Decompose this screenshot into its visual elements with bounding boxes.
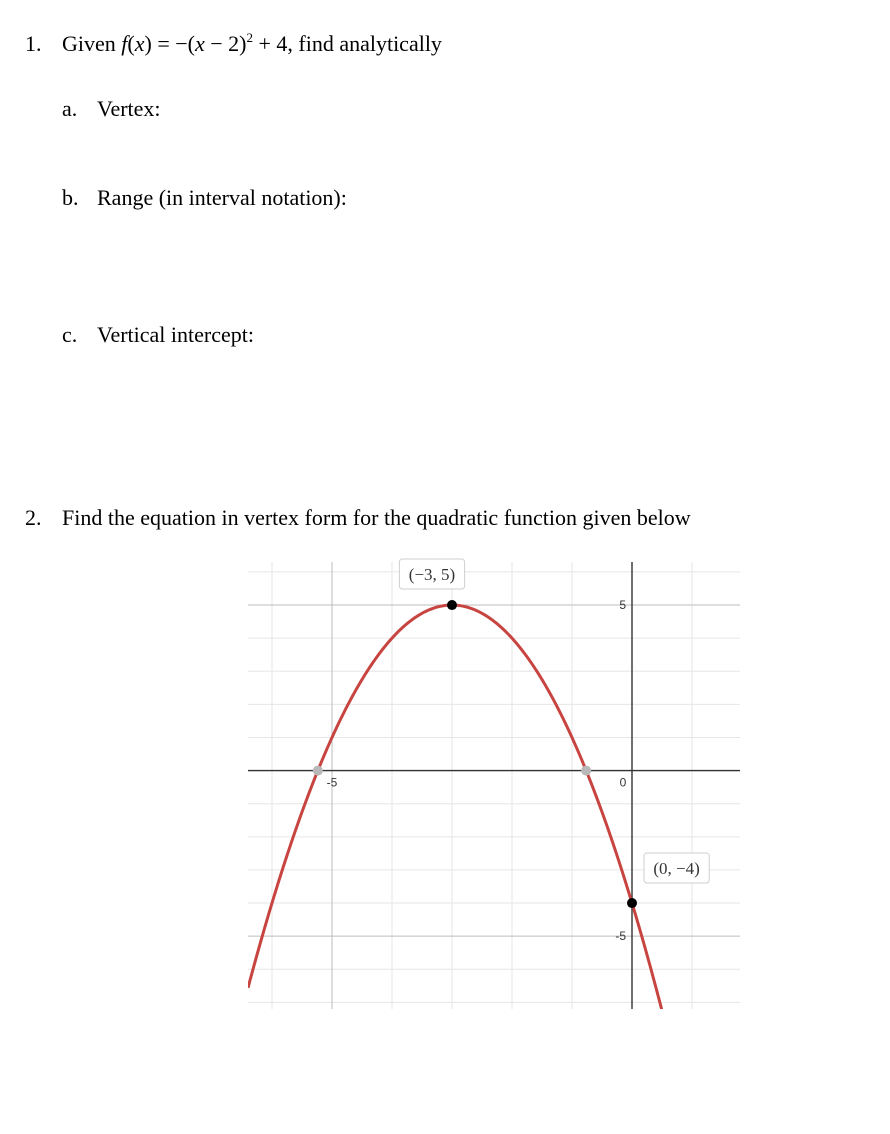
function-name: f — [121, 31, 128, 56]
question-2-text: Find the equation in vertex form for the quadratic function given below — [62, 505, 691, 530]
question-1-prefix: Given — [62, 31, 122, 56]
question-2-number: 2. — [25, 505, 42, 530]
paren-open: ( — [127, 31, 135, 56]
y-tick-label: -5 — [615, 929, 626, 944]
question-1-suffix: , find analytically — [287, 31, 442, 56]
sub-question-a-letter: a. — [62, 96, 78, 121]
y-tick-label: 5 — [619, 598, 626, 613]
equals-part: = −( — [151, 31, 195, 56]
x-tick-label: -5 — [326, 775, 338, 790]
function-var: x — [134, 31, 145, 56]
sub-question-a-text: Vertex: — [97, 96, 161, 121]
constant-term: + 4 — [252, 31, 288, 56]
inner-rest: − 2) — [204, 31, 247, 56]
inner-var: x — [194, 31, 205, 56]
point-label: (0, −4) — [653, 859, 700, 879]
minor-grid — [248, 562, 740, 1009]
point-marker — [627, 898, 637, 908]
point-marker — [313, 766, 323, 776]
point-marker — [581, 766, 591, 776]
point-marker — [447, 600, 457, 610]
sub-question-b-letter: b. — [62, 185, 79, 210]
exponent: 2 — [246, 30, 253, 45]
point-layer — [313, 559, 709, 908]
origin-tick-label: 0 — [619, 775, 627, 790]
sub-question-b-text: Range (in interval notation): — [97, 185, 347, 210]
paren-close: ) — [144, 31, 152, 56]
sub-question-c-text: Vertical intercept: — [97, 322, 254, 347]
major-grid — [248, 562, 740, 1009]
sub-question-c-letter: c. — [62, 322, 78, 347]
question-1-number: 1. — [25, 31, 42, 56]
axes — [248, 562, 740, 1009]
point-label: (−3, 5) — [408, 565, 456, 585]
